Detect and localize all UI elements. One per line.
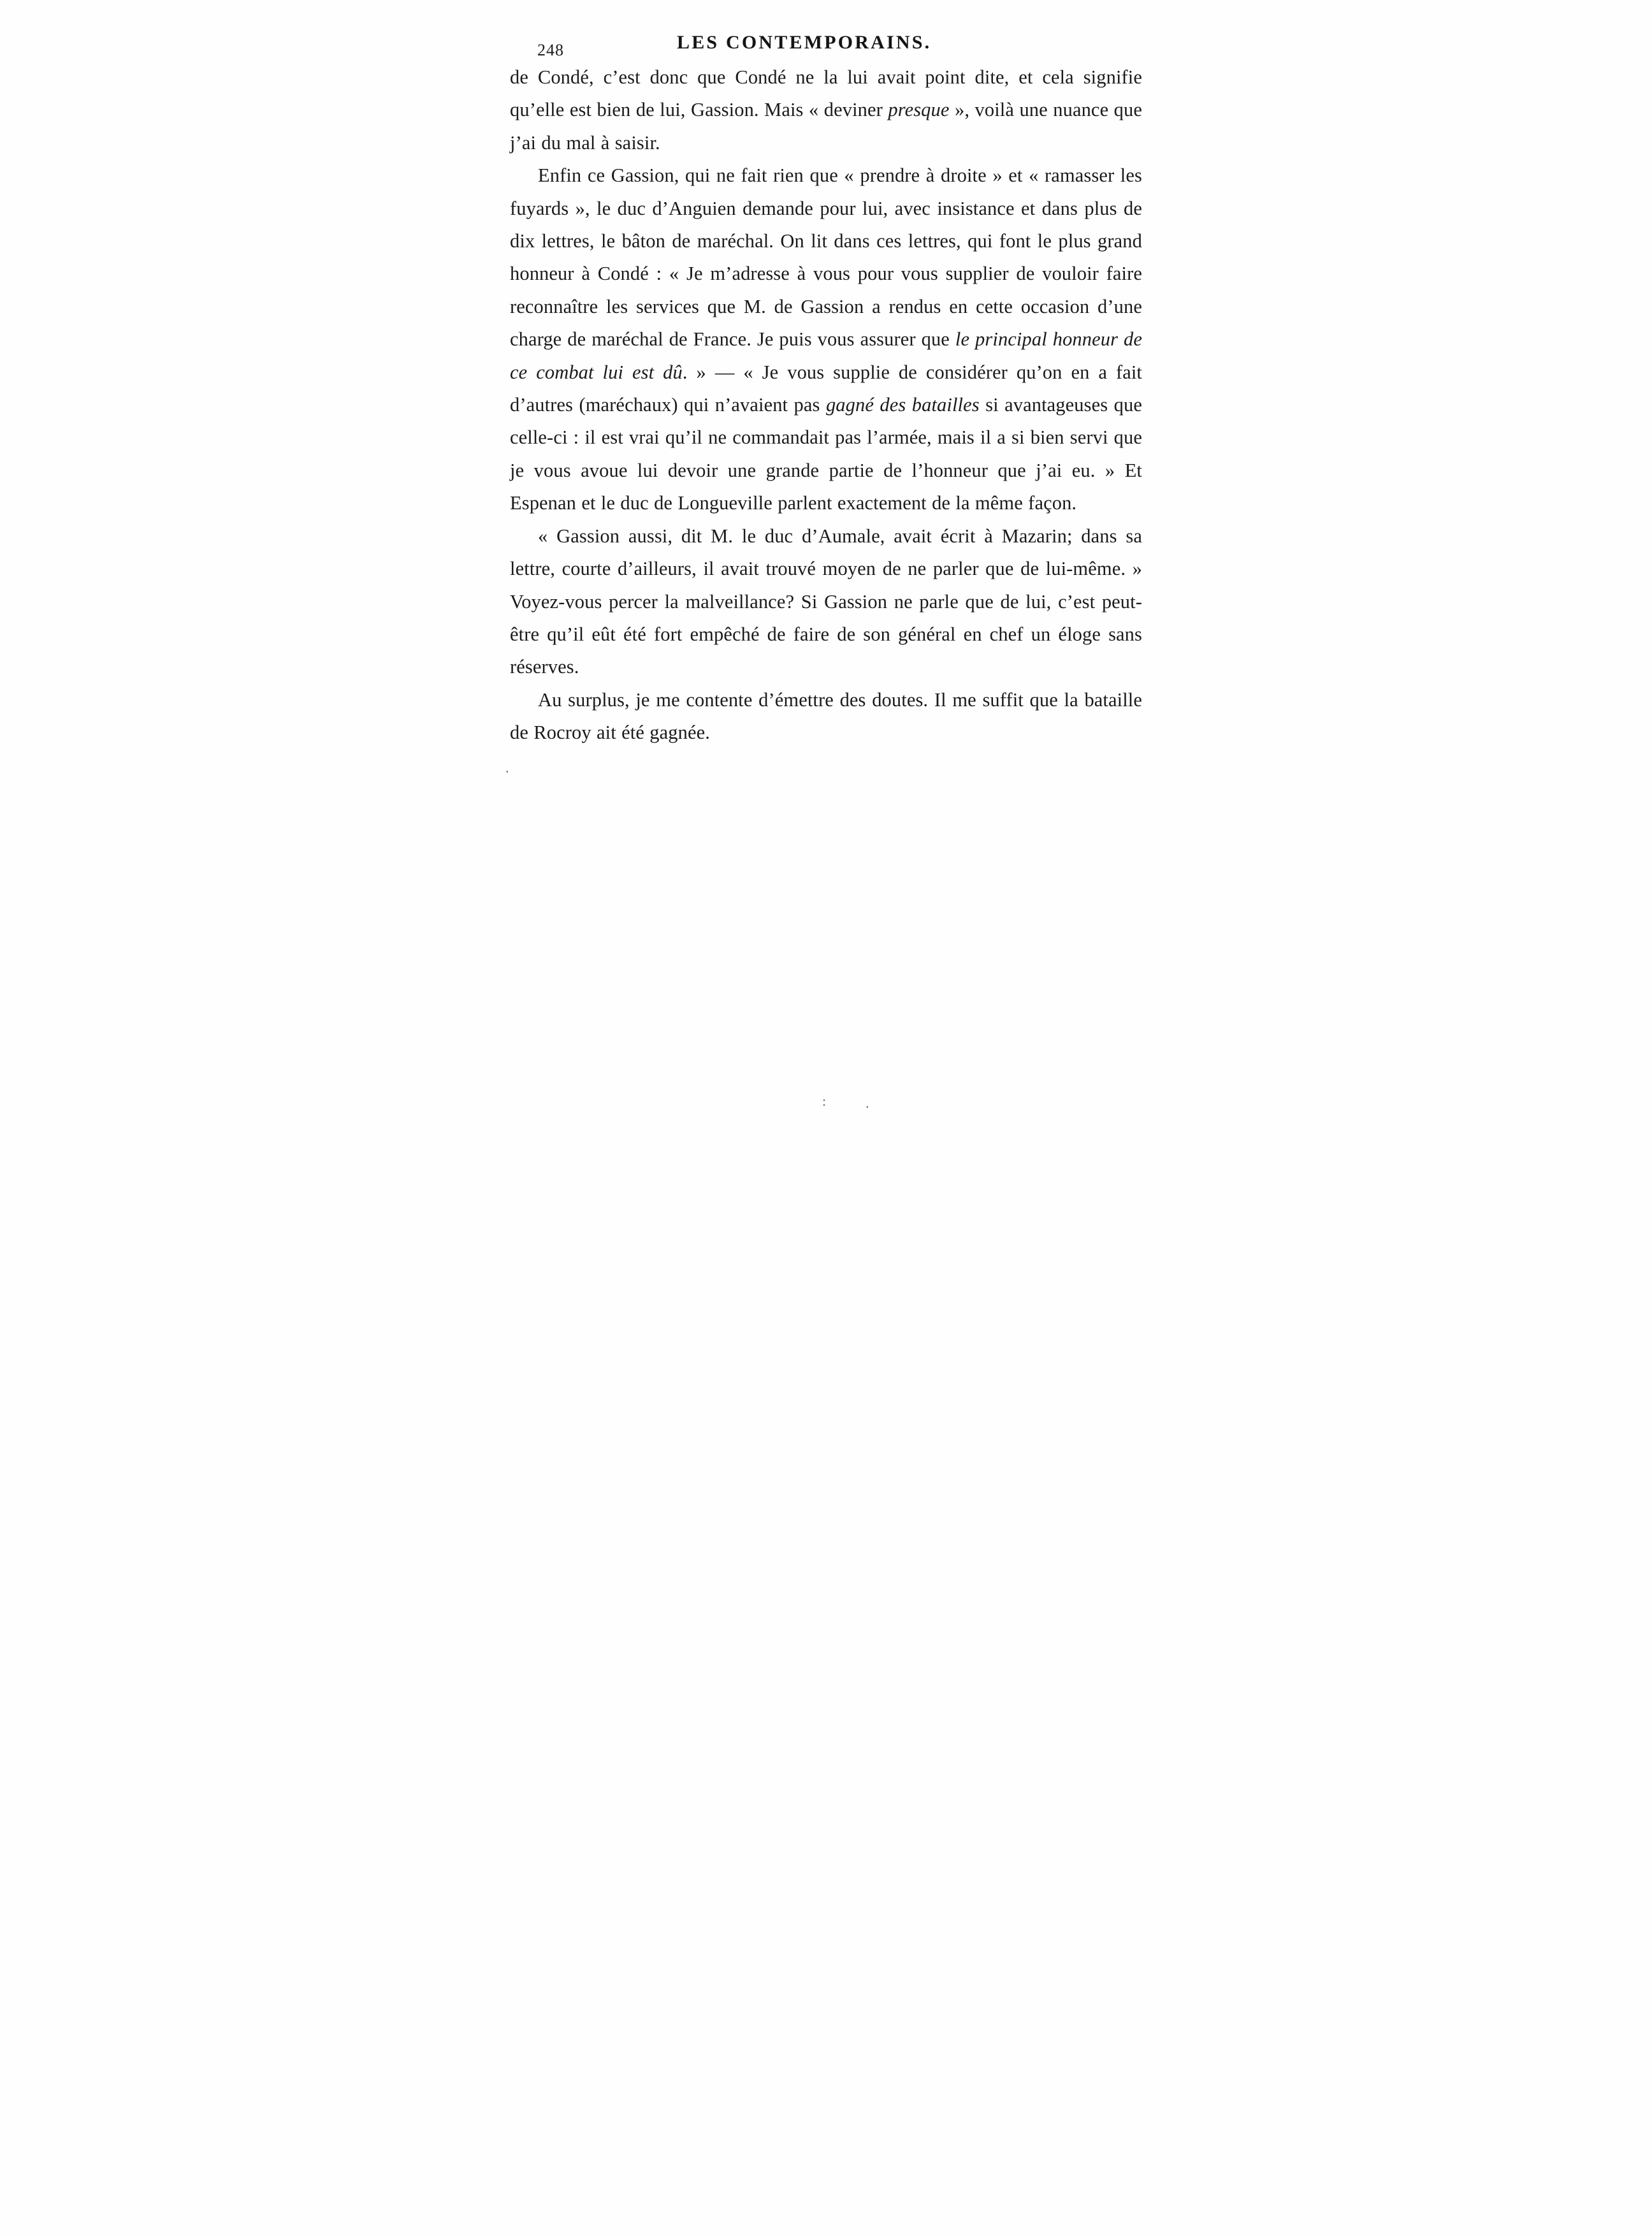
paragraph-1: de Condé, c’est donc que Condé ne la lui avait point dite, et cela signifie qu’elle est bien de lui, Gassion. Mais « deviner presque », voilà une nuance que j’ai du mal à saisir. [510,66,1143,154]
running-title: LES CONTEMPORAINS. [677,32,932,53]
body-text [510,61,1142,750]
margin-dot-mark: . [505,760,509,776]
paragraph-3: « Gassion aussi, dit M. le duc d’Aumale, avait écrit à Mazarin; dans sa lettre, courte d’ailleurs, il avait trouvé moyen de ne parler que de lui-même. » Voyez-vous percer la malveillance? Si Gassion ne parle que de lui, c’est peut-être qu’il eût été fort empêché de faire de son général en chef un éloge sans réserves. [510,525,1142,678]
footer-dot-mark: : [822,1093,827,1109]
paragraph-4: Au surplus, je me contente d’émettre des doutes. Il me suffit que la bataille de Rocroy ait été gagnée. [510,688,1142,744]
page-header [0,18,1652,59]
footer-period-mark: . [866,1095,869,1111]
paragraph-2: Enfin ce Gassion, qui ne fait rien que « prendre à droite » et « ramasser les fuyards », le duc d’Anguien demande pour lui, avec insistance et dans plus de dix lettres, le bâton de maréchal. On lit dans ces lettres, qui font le plus grand honneur à Condé : « Je m’adresse à vous pour vous supplier de vouloir faire reconnaître les services que M. de Gassion a rendus en cette occasion d’une charge de maréchal de France. Je puis vous assurer que le principal honneur de ce combat lui est dû. » — « Je vous supplie de considérer qu’on en a fait d’autres (maréchaux) qui n’avaient pas gagné des batailles si avantageuses que celle-ci : il est vrai qu’il ne commandait pas l’armée, mais il a si bien servi que je vous avoue lui devoir une grande partie de l’honneur que j’ai eu. » Et Espenan et le duc de Longueville parlent exactement de la même façon. [510,164,1143,514]
page-number: 248 [537,41,564,59]
